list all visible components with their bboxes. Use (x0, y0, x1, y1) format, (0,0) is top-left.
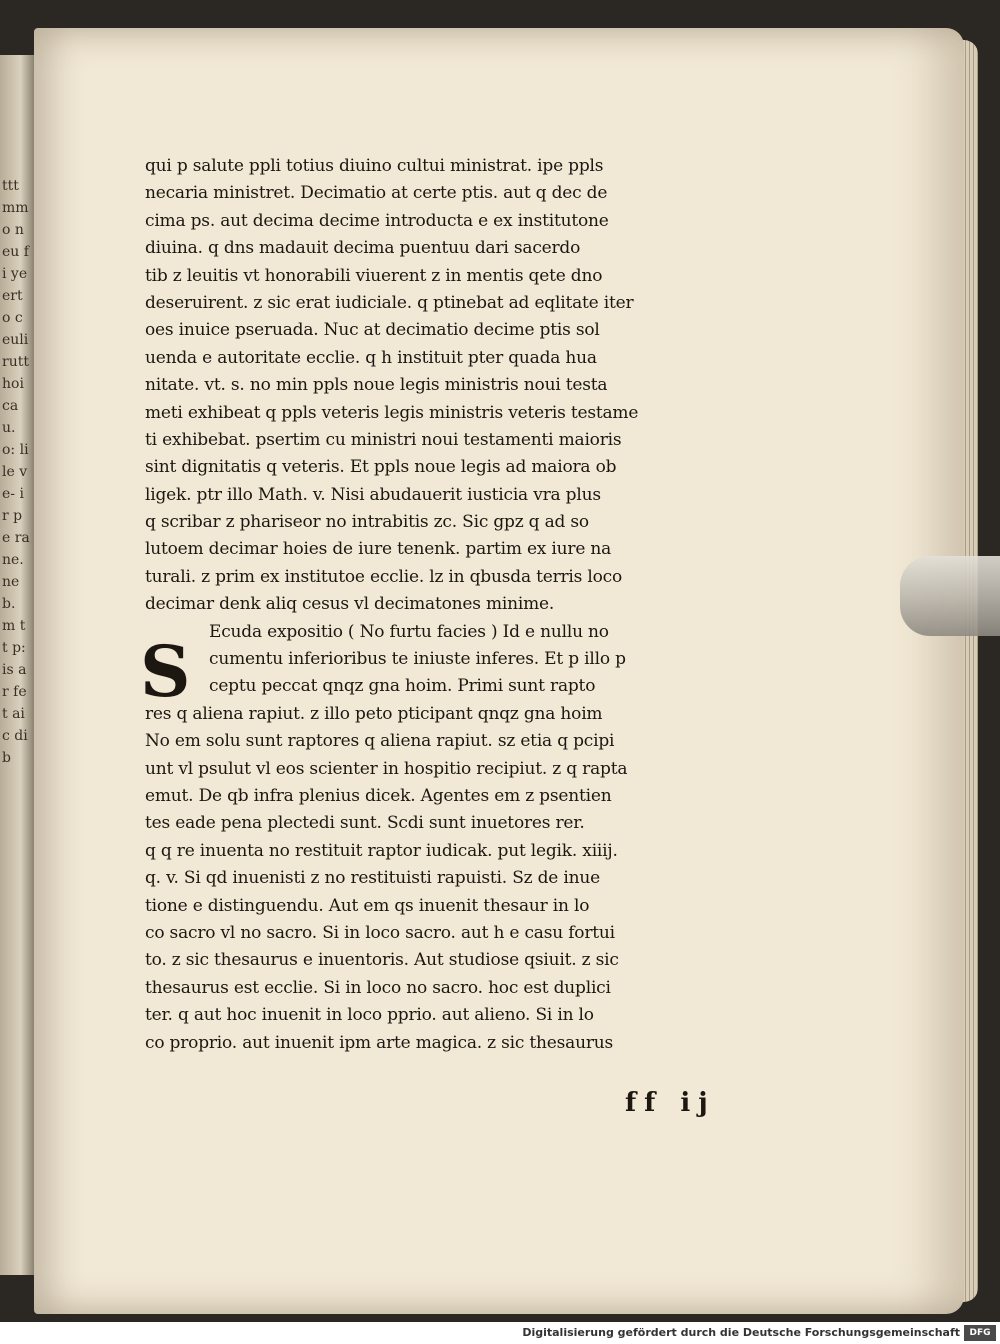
text-line: No em solu sunt raptores q aliena rapiut. sz etia q pcipi (145, 731, 615, 752)
page-text (145, 153, 775, 1057)
dfg-logo: DFG (964, 1325, 996, 1341)
text-line: ligek. ptr illo Math. v. Nisi abudauerit iusticia vra plus (145, 484, 601, 505)
funding-credit: Digitalisierung gefördert durch die Deutsche Forschungsgemeinschaft (522, 1326, 960, 1339)
text-line: cumentu inferioribus te iniuste inferes. Et p illo p (209, 649, 626, 670)
text-line: co sacro vl no sacro. Si in loco sacro. aut h e casu fortui (145, 922, 615, 943)
text-line: turali. z prim ex institutoe ecclie. lz in qbusda terris loco (145, 566, 623, 587)
footer-bar (0, 1322, 1000, 1344)
text-line: res q aliena rapiut. z illo peto pticipant qnqz gna hoim (145, 703, 603, 724)
left-page-fragment: ttt mmo n eu fi ye ert o ceuli rutt hoi ca u. o: lile ve- ir pe ra ne. ne b. m tt p: is ar fet aic dib (2, 178, 30, 766)
decorated-initial: S (140, 630, 191, 713)
text-line: to. z sic thesaurus e inuentoris. Aut studiose qsiuit. z sic (145, 950, 619, 971)
text-line: tib z leuitis vt honorabili viuerent z in mentis qete dno (145, 265, 603, 286)
text-line: qui p salute ppli totius diuino cultui ministrat. ipe ppls (145, 156, 604, 176)
text-line: nitate. vt. s. no min ppls noue legis ministris noui testa (145, 375, 608, 396)
book-clasp (900, 556, 1000, 636)
text-line: meti exhibeat q ppls veteris legis ministris veteris testame (145, 402, 639, 423)
text-line: unt vl psulut vl eos scienter in hospitio recipiut. z q rapta (145, 758, 628, 779)
text-line: co proprio. aut inuenit ipm arte magica. z sic thesaurus (145, 1032, 614, 1053)
text-line: deseruirent. z sic erat iudiciale. q ptinebat ad eqlitate iter (145, 292, 634, 313)
text-line: sint dignitatis q veteris. Et ppls noue legis ad maiora ob (145, 457, 617, 478)
text-line: thesaurus est ecclie. Si in loco no sacro. hoc est duplici (145, 977, 611, 998)
signature-mark: ff ij (625, 1088, 716, 1118)
text-line: lutoem decimar hoies de iure tenenk. partim ex iure na (145, 539, 612, 560)
left-page-edge (0, 55, 34, 1275)
text-line: tes eade pena plectedi sunt. Scdi sunt inuetores rer. (145, 813, 585, 834)
text-line: cima ps. aut decima decime introducta e ex institutone (145, 210, 609, 231)
text-line: emut. De qb infra plenius dicek. Agentes em z psentien (145, 785, 612, 806)
text-line: q q re inuenta no restituit raptor iudicak. put legik. xiiij. (145, 840, 618, 861)
text-line: decimar denk aliq cesus vl decimatones minime. (145, 594, 555, 615)
text-line: oes inuice pseruada. Nuc at decimatio decime ptis sol (145, 320, 600, 341)
text-line: ti exhibebat. psertim cu ministri noui testamenti maioris (145, 429, 622, 450)
text-line: uenda e autoritate ecclie. q h instituit pter quada hua (145, 347, 597, 368)
text-line: Ecuda expositio ( No furtu facies ) Id e nullu no (209, 621, 609, 642)
text-line: q. v. Si qd inuenisti z no restituisti rapuisti. Sz de inue (145, 868, 600, 889)
text-line: ter. q aut hoc inuenit in loco pprio. aut alieno. Si in lo (145, 1005, 594, 1026)
text-line: necaria ministret. Decimatio at certe ptis. aut q dec de (145, 183, 608, 204)
text-line: tione e distinguendu. Aut em qs inuenit thesaur in lo (145, 895, 590, 916)
text-line: q scribar z phariseor no intrabitis zc. Sic gpz q ad so (145, 512, 589, 533)
text-line: diuina. q dns madauit decima puentuu dari sacerdo (145, 238, 581, 259)
text-line: ceptu peccat qnqz gna hoim. Primi sunt rapto (209, 676, 596, 697)
